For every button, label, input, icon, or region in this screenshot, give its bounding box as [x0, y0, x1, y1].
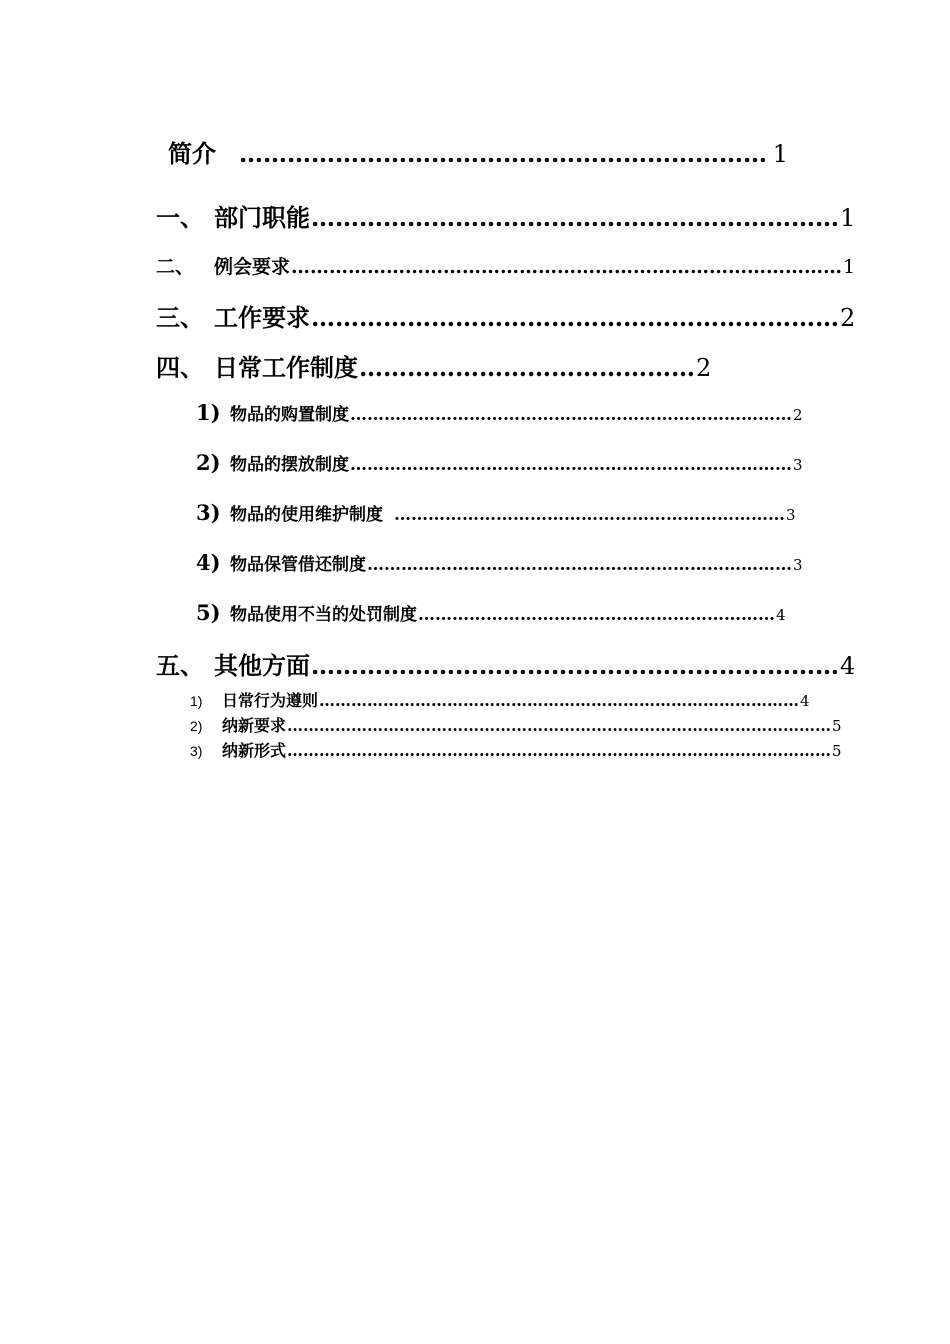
toc-entry-title: 其他方面	[214, 651, 310, 680]
toc-page-number: 2	[793, 406, 803, 424]
toc-page-number: 4	[776, 606, 786, 624]
toc-subitem-number: 4)	[196, 550, 221, 575]
toc-entry-title: 部门职能	[214, 203, 310, 232]
toc-entry-title: 纳新要求	[222, 716, 287, 735]
toc-leader-dots: …………………………………………………………………………………………	[287, 741, 832, 760]
toc-subentry-4-4[interactable]	[196, 550, 803, 575]
toc-entry-title: 日常工作制度	[214, 353, 358, 382]
toc-page-number: 5	[832, 717, 842, 735]
toc-subitem-number: 1)	[190, 693, 203, 709]
toc-entry-intro[interactable]	[168, 134, 788, 169]
toc-entry-title: 纳新形式	[222, 741, 287, 760]
toc-subentry-4-5[interactable]	[196, 600, 786, 625]
toc-subitem-number: 3)	[196, 500, 221, 525]
toc-leader-dots: …………………………………………………………………	[367, 555, 792, 575]
toc-leader-dots: …………………………………………………………	[311, 203, 839, 232]
toc-section-number: 二、	[156, 256, 195, 278]
toc-subentry-5-2[interactable]	[190, 713, 842, 736]
toc-leader-dots: ……………………………………………………………	[394, 505, 785, 525]
toc-subentry-5-3[interactable]	[190, 738, 842, 761]
toc-entry-section-1[interactable]	[156, 198, 856, 233]
toc-page-number: 3	[786, 506, 796, 524]
toc-leader-dots: ………………………………………………………	[418, 605, 775, 625]
toc-subitem-number: 3)	[190, 743, 203, 759]
toc-page-number: 1	[843, 256, 856, 278]
toc-page-number: 1	[840, 204, 856, 232]
toc-leader-dots: …………………………………………………………	[239, 139, 767, 168]
toc-page-number: 4	[800, 692, 810, 710]
toc-entry-title: 物品的摆放制度	[230, 455, 349, 475]
toc-page-number: 3	[793, 556, 803, 574]
toc-entry-title: 物品的购置制度	[230, 405, 349, 425]
toc-entry-section-4[interactable]	[156, 348, 712, 383]
toc-entry-section-3[interactable]	[156, 298, 856, 333]
toc-leader-dots: ……………………………………………………………………	[350, 405, 792, 425]
toc-entry-title: 物品保管借还制度	[230, 555, 366, 575]
toc-subitem-number: 1)	[196, 400, 221, 425]
toc-subentry-4-3[interactable]	[196, 500, 796, 525]
toc-leader-dots: ………………………………………………………………………………	[319, 691, 800, 710]
toc-entry-title: 日常行为遵则	[222, 691, 319, 710]
toc-page-number: 2	[840, 304, 856, 332]
toc-subentry-4-1[interactable]	[196, 400, 803, 425]
toc-leader-dots: …………………………………………………………………………………………	[287, 716, 832, 735]
toc-page-number: 4	[840, 652, 856, 680]
toc-leader-dots: ……………………………………………………………………………	[291, 256, 843, 278]
toc-page-number: 1	[772, 140, 788, 168]
toc-page-number: 5	[832, 742, 842, 760]
toc-section-number: 一、	[156, 203, 204, 232]
toc-subentry-4-2[interactable]	[196, 450, 803, 475]
toc-page-number: 2	[696, 354, 712, 382]
toc-entry-title: 物品的使用维护制度	[230, 505, 383, 525]
toc-leader-dots: …………………………………………………………	[311, 651, 839, 680]
toc-section-number: 三、	[156, 303, 204, 332]
toc-page-number: 3	[793, 456, 803, 474]
toc-entry-section-5[interactable]	[156, 646, 856, 681]
toc-subentry-5-1[interactable]	[190, 688, 810, 711]
toc-entry-section-2[interactable]	[156, 252, 856, 279]
toc-leader-dots: ……………………………………………………………………	[350, 455, 792, 475]
toc-subitem-number: 2)	[196, 450, 221, 475]
toc-section-number: 四、	[156, 353, 204, 382]
toc-leader-dots: ……………………………………	[359, 353, 695, 382]
toc-entry-title: 简介	[168, 139, 216, 168]
toc-section-number: 五、	[156, 651, 204, 680]
toc-entry-title: 物品使用不当的处罚制度	[230, 605, 417, 625]
toc-entry-title: 工作要求	[214, 303, 310, 332]
toc-leader-dots: …………………………………………………………	[311, 303, 839, 332]
toc-subitem-number: 5)	[196, 600, 221, 625]
toc-entry-title: 例会要求	[214, 256, 291, 278]
toc-subitem-number: 2)	[190, 718, 203, 734]
